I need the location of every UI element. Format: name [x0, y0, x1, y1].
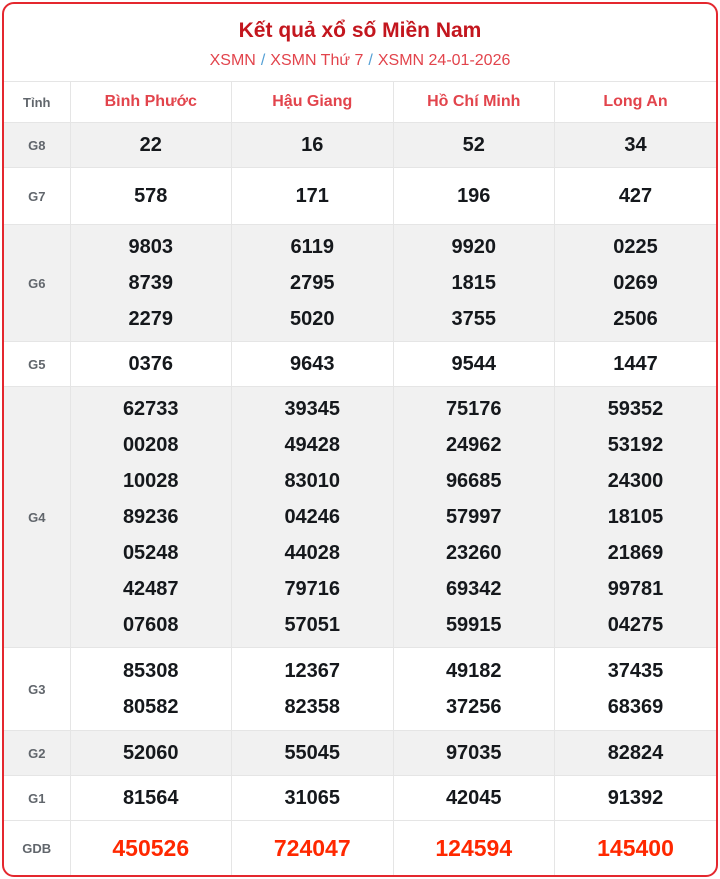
prize-number: 22 — [139, 134, 162, 156]
prize-cell — [232, 776, 394, 821]
prize-number: 34 — [624, 134, 647, 156]
prize-number: 9803 — [128, 236, 173, 258]
breadcrumb-separator: / — [260, 52, 266, 69]
prize-number: 04275 — [607, 614, 664, 636]
prize-number: 10028 — [122, 470, 179, 492]
prize-cell — [555, 648, 717, 731]
table-row — [4, 225, 716, 342]
prize-cell — [393, 123, 555, 168]
prize-label: G3 — [4, 648, 70, 731]
prize-cell — [232, 731, 394, 776]
prize-label: G7 — [4, 168, 70, 225]
page-title: Kết quả xổ số Miền Nam — [238, 19, 482, 42]
prize-cell — [70, 731, 232, 776]
prize-number: 724047 — [273, 835, 351, 861]
prize-number: 3755 — [451, 308, 496, 330]
prize-number: 31065 — [284, 787, 341, 809]
prize-number: 37435 — [607, 660, 664, 682]
prize-number: 24300 — [607, 470, 664, 492]
prize-number: 05248 — [122, 542, 179, 564]
prize-number: 75176 — [445, 398, 502, 420]
prize-number: 0225 — [613, 236, 658, 258]
prize-cell — [555, 731, 717, 776]
prize-cell — [70, 342, 232, 387]
prize-cell — [70, 123, 232, 168]
prize-cell — [393, 776, 555, 821]
prize-number: 59352 — [607, 398, 664, 420]
prize-cell — [393, 731, 555, 776]
prize-number: 83010 — [284, 470, 341, 492]
prize-number: 52060 — [122, 742, 179, 764]
prize-number: 427 — [618, 185, 653, 207]
prize-number: 91392 — [607, 787, 664, 809]
prize-number: 9920 — [451, 236, 496, 258]
prize-cell — [555, 123, 717, 168]
results-table — [4, 81, 716, 875]
prize-number: 124594 — [435, 835, 513, 861]
prize-cell — [393, 168, 555, 225]
corner-label: Tỉnh — [4, 82, 70, 123]
table-row — [4, 731, 716, 776]
prize-label: G2 — [4, 731, 70, 776]
prize-cell — [70, 387, 232, 648]
prize-cell — [232, 387, 394, 648]
prize-number: 04246 — [284, 506, 341, 528]
prize-number: 1815 — [451, 272, 496, 294]
prize-number: 44028 — [284, 542, 341, 564]
column-header-hau-giang[interactable]: Hậu Giang — [232, 82, 394, 123]
prize-cell — [393, 342, 555, 387]
table-row — [4, 387, 716, 648]
prize-label: G4 — [4, 387, 70, 648]
prize-number: 57051 — [284, 614, 341, 636]
prize-cell — [70, 225, 232, 342]
breadcrumb-link-xsmn[interactable]: XSMN — [209, 52, 256, 69]
prize-cell — [70, 168, 232, 225]
table-row — [4, 123, 716, 168]
prize-number: 89236 — [122, 506, 179, 528]
table-row — [4, 342, 716, 387]
prize-number: 97035 — [445, 742, 502, 764]
prize-number: 1447 — [613, 353, 658, 375]
prize-number: 171 — [295, 185, 329, 207]
prize-label: GDB — [4, 821, 70, 876]
prize-cell — [393, 225, 555, 342]
prize-number: 37256 — [445, 696, 502, 718]
prize-number: 00208 — [122, 434, 179, 456]
column-header-ho-chi-minh[interactable]: Hồ Chí Minh — [393, 82, 555, 123]
prize-number: 145400 — [597, 835, 674, 861]
table-row — [4, 168, 716, 225]
breadcrumb-link-xsmn-date[interactable]: XSMN 24-01-2026 — [377, 52, 511, 69]
table-row — [4, 821, 716, 876]
prize-number: 8739 — [128, 272, 173, 294]
prize-cell — [70, 776, 232, 821]
prize-cell — [232, 168, 394, 225]
prize-cell — [555, 821, 717, 876]
prize-number: 578 — [134, 185, 168, 207]
prize-number: 12367 — [284, 660, 341, 682]
prize-number: 450526 — [112, 835, 190, 861]
prize-number: 196 — [457, 185, 491, 207]
results-table-body — [4, 82, 716, 876]
prize-number: 55045 — [284, 742, 341, 764]
breadcrumb-link-xsmn-thu-7[interactable]: XSMN Thứ 7 — [270, 52, 364, 69]
prize-number: 42487 — [122, 578, 179, 600]
prize-number: 82358 — [284, 696, 341, 718]
breadcrumb — [4, 52, 716, 70]
prize-number: 18105 — [607, 506, 664, 528]
prize-number: 85308 — [122, 660, 179, 682]
prize-cell — [393, 648, 555, 731]
prize-number: 6119 — [290, 236, 334, 258]
prize-cell — [232, 123, 394, 168]
column-header-binh-phuoc[interactable]: Bình Phước — [70, 82, 232, 123]
prize-number: 49182 — [445, 660, 502, 682]
table-row — [4, 776, 716, 821]
prize-cell — [555, 168, 717, 225]
prize-number: 0376 — [128, 353, 173, 375]
prize-number: 39345 — [284, 398, 341, 420]
prize-cell — [393, 821, 555, 876]
prize-number: 9643 — [290, 353, 335, 375]
prize-cell — [555, 776, 717, 821]
prize-number: 80582 — [122, 696, 179, 718]
results-card — [2, 2, 718, 877]
prize-cell — [555, 342, 717, 387]
prize-number: 0269 — [613, 272, 658, 294]
prize-cell — [70, 648, 232, 731]
prize-number: 49428 — [284, 434, 341, 456]
prize-cell — [393, 387, 555, 648]
prize-cell — [232, 821, 394, 876]
prize-cell — [232, 342, 394, 387]
prize-number: 69342 — [445, 578, 502, 600]
prize-number: 96685 — [445, 470, 502, 492]
prize-label: G1 — [4, 776, 70, 821]
prize-number: 9544 — [451, 353, 496, 375]
table-header-row — [4, 82, 716, 123]
prize-number: 82824 — [607, 742, 664, 764]
prize-cell — [232, 225, 394, 342]
prize-number: 68369 — [607, 696, 664, 718]
prize-number: 16 — [301, 134, 324, 156]
prize-label: G6 — [4, 225, 70, 342]
prize-number: 21869 — [607, 542, 664, 564]
prize-cell — [70, 821, 232, 876]
prize-number: 2795 — [290, 272, 335, 294]
prize-number: 23260 — [445, 542, 502, 564]
prize-number: 42045 — [445, 787, 502, 809]
prize-number: 99781 — [607, 578, 664, 600]
prize-number: 07608 — [122, 614, 179, 636]
prize-number: 52 — [462, 134, 485, 156]
prize-number: 59915 — [445, 614, 502, 636]
prize-number: 2279 — [128, 308, 173, 330]
prize-number: 24962 — [445, 434, 502, 456]
prize-cell — [232, 648, 394, 731]
prize-number: 62733 — [122, 398, 179, 420]
prize-number: 2506 — [613, 308, 658, 330]
prize-number: 81564 — [122, 787, 179, 809]
prize-label: G8 — [4, 123, 70, 168]
breadcrumb-separator: / — [368, 52, 373, 69]
prize-cell — [555, 387, 717, 648]
title-bar — [4, 4, 716, 81]
prize-number: 5020 — [290, 308, 335, 330]
prize-cell — [555, 225, 717, 342]
prize-number: 53192 — [607, 434, 664, 456]
prize-label: G5 — [4, 342, 70, 387]
column-header-long-an[interactable]: Long An — [555, 82, 717, 123]
table-row — [4, 648, 716, 731]
prize-number: 79716 — [284, 578, 341, 600]
prize-number: 57997 — [445, 506, 502, 528]
